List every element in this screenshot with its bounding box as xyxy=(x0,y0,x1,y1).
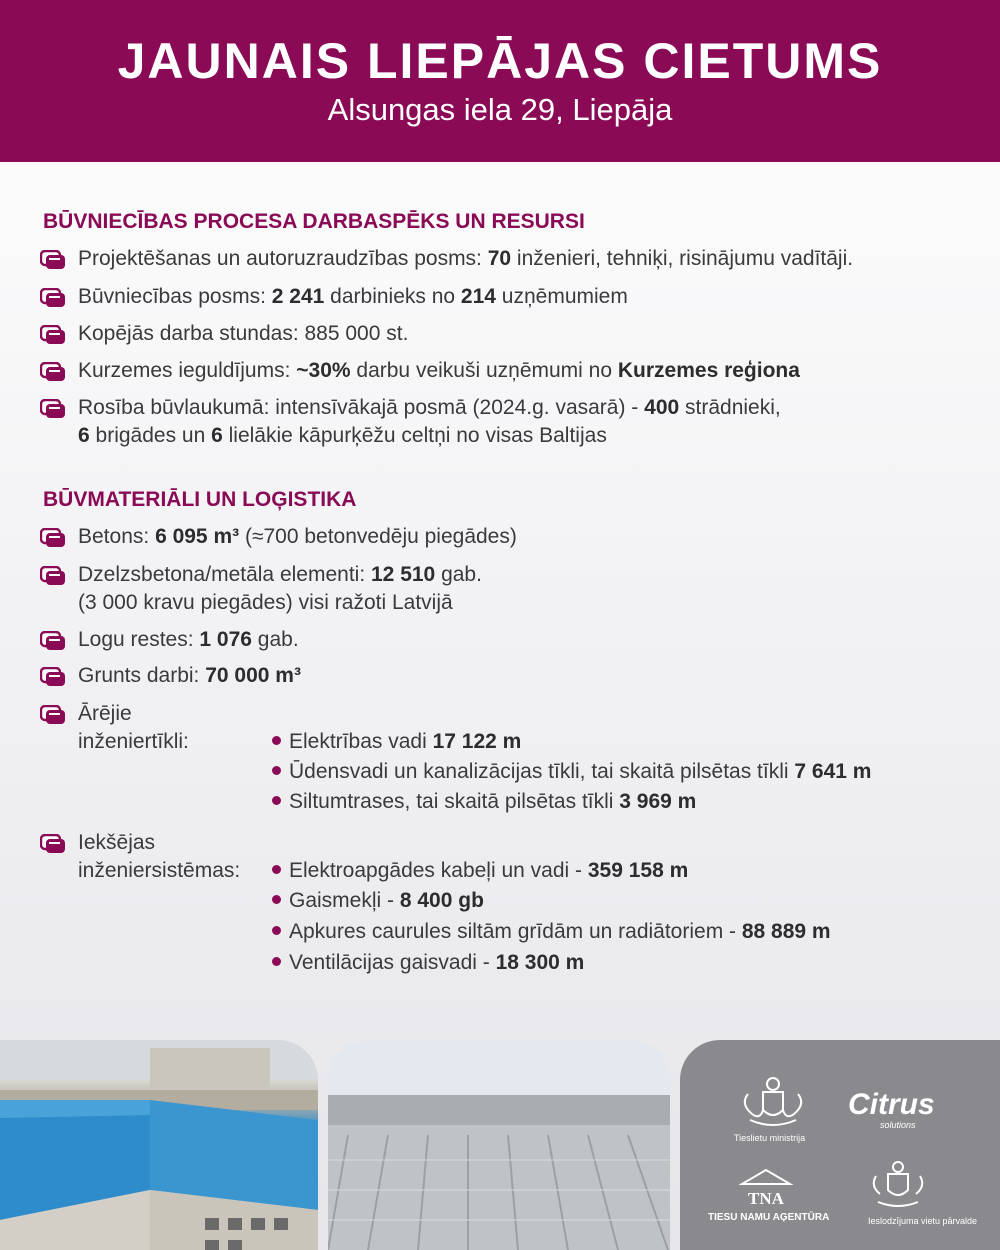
sub-list-item: Ūdensvadi un kanalizācijas tīkli, tai skaitā pilsētas tīkli 7 641 m xyxy=(272,758,871,786)
bullet-icon xyxy=(40,705,66,725)
prison-admin-coat-of-arms-icon xyxy=(870,1160,926,1210)
tna-mark: TNA xyxy=(748,1189,784,1208)
sub-list-item: Gaismekļi - 8 400 gb xyxy=(272,887,484,915)
citrus-subtitle: solutions xyxy=(880,1120,916,1130)
tna-caption: TIESU NAMU AĢENTŪRA xyxy=(708,1212,830,1223)
dot-icon xyxy=(272,895,281,904)
construction-photo-building xyxy=(0,1040,318,1250)
sub-list-item: Elektroapgādes kabeļi un vadi - 359 158 m xyxy=(272,857,688,885)
dot-icon xyxy=(272,957,281,966)
sub-list-item: Siltumtrases, tai skaitā pilsētas tīkli 3 969 m xyxy=(272,788,696,816)
partner-logos-panel xyxy=(680,1040,1000,1250)
dot-icon xyxy=(272,865,281,874)
dot-icon xyxy=(272,736,281,745)
prison-admin-caption: Ieslodzījuma vietu pārvalde xyxy=(868,1216,978,1226)
construction-photo-roof xyxy=(328,1040,670,1250)
address-subtitle: Alsungas iela 29, Liepāja xyxy=(327,92,673,127)
sub-list-item: Apkures caurules siltām grīdām un radiātoriem - 88 889 m xyxy=(272,918,831,946)
section-title-workforce: BŪVNIECĪBAS PROCESA DARBASPĒKS UN RESURSI xyxy=(43,210,585,233)
dot-icon xyxy=(272,926,281,935)
ministry-caption: Tieslietu ministrija xyxy=(734,1133,806,1143)
bullet-icon xyxy=(40,528,66,548)
bullet-icon xyxy=(40,325,66,345)
sub-list-item: Elektrības vadi 17 122 m xyxy=(272,728,521,756)
bullet-icon xyxy=(40,250,66,270)
bullet-icon xyxy=(40,362,66,382)
header-banner xyxy=(0,0,1000,162)
dot-icon xyxy=(272,766,281,775)
bullet-icon xyxy=(40,631,66,651)
latvia-coat-of-arms-icon xyxy=(738,1074,808,1132)
bullet-icon xyxy=(40,288,66,308)
bullet-icon xyxy=(40,399,66,419)
dot-icon xyxy=(272,796,281,805)
page-title: JAUNAIS LIEPĀJAS CIETUMS xyxy=(117,33,883,89)
sub-list-item: Ventilācijas gaisvadi - 18 300 m xyxy=(272,949,584,977)
bullet-icon xyxy=(40,834,66,854)
tna-building-icon xyxy=(738,1168,794,1210)
bullet-icon xyxy=(40,667,66,687)
section-title-materials: BŪVMATERIĀLI UN LOĢISTIKA xyxy=(43,488,357,511)
citrus-logo: Citrus xyxy=(848,1088,935,1121)
bullet-icon xyxy=(40,566,66,586)
